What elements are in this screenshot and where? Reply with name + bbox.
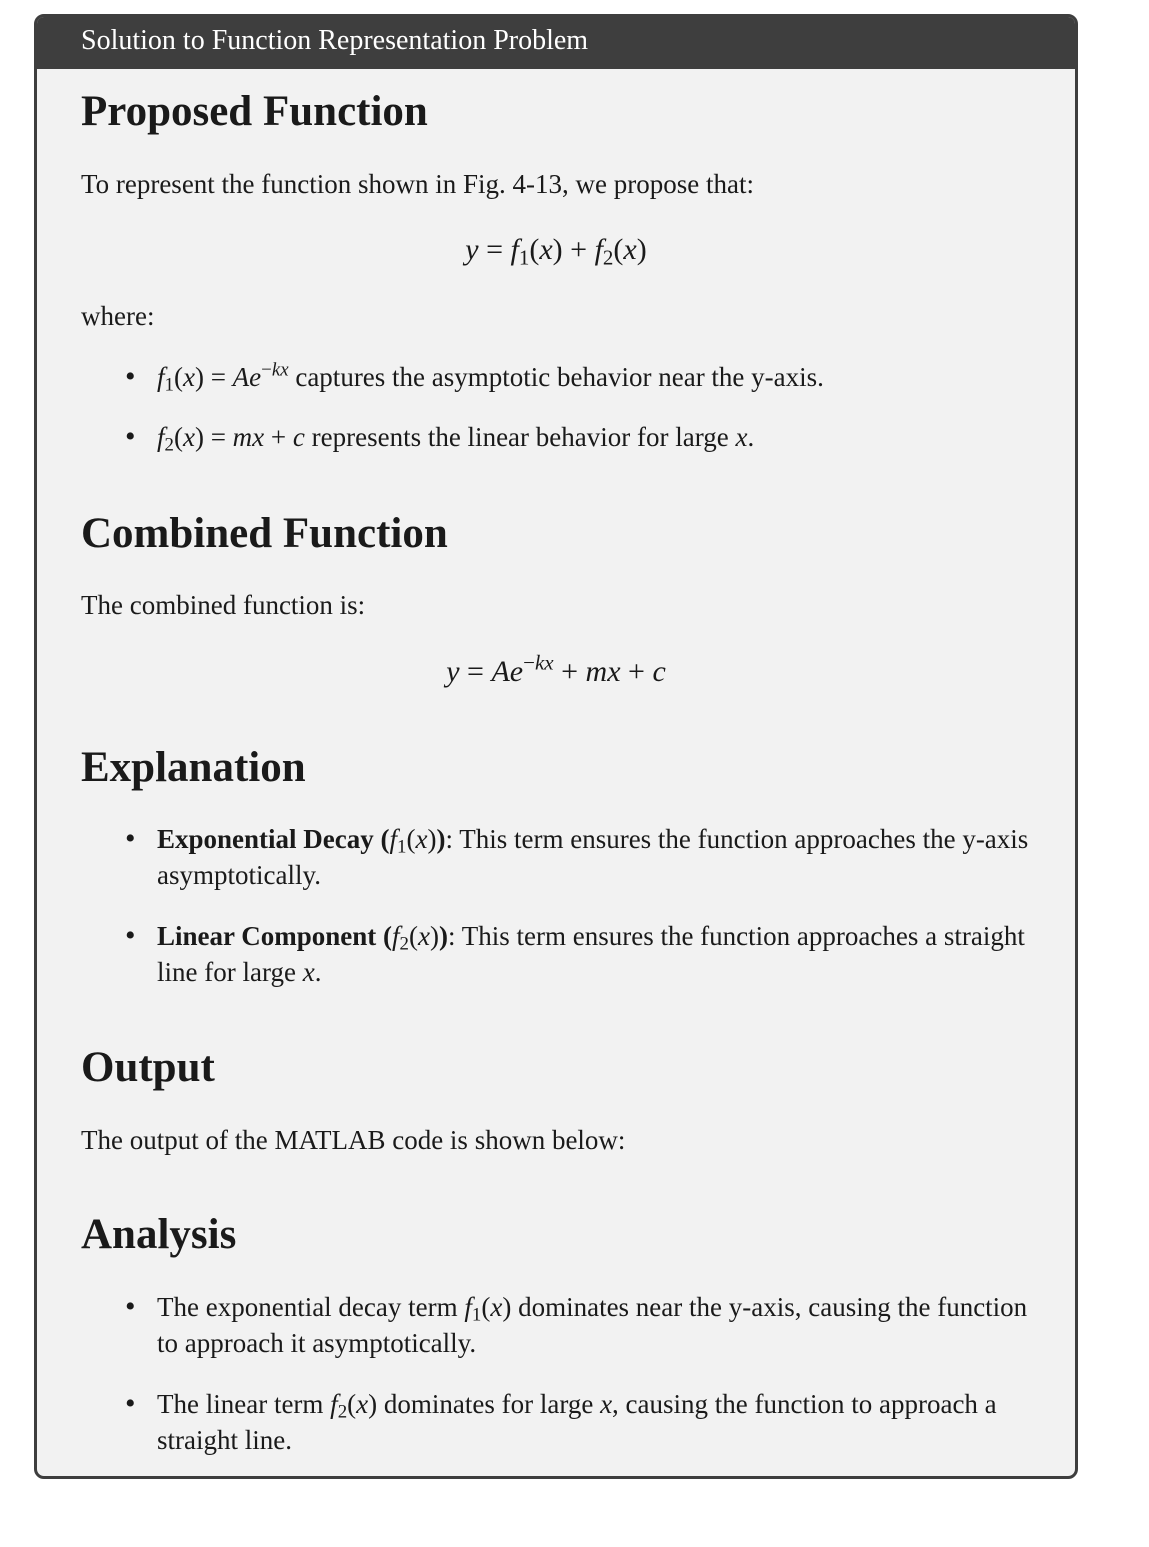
box-title: Solution to Function Representation Problem: [37, 17, 1075, 69]
where-label: where:: [81, 301, 155, 331]
analysis-b1-post: dominates near the y-axis, causing the function to approach it asymptotically.: [157, 1292, 1028, 1358]
bullet-f2: • $f_2(x)$ = mx + c represents the linear behavior for large x.: [157, 419, 1037, 455]
equation-proposed: $y = f_1(x) + f_2(x)$: [465, 233, 647, 270]
exp-decay-label: Exponential Decay: [157, 824, 374, 854]
bullet-linear-component: • Linear Component $(f_2(x))$: This term ensures the function approaches a straight line for large x.: [157, 918, 1037, 990]
heading-combined-function: Combined Function: [81, 510, 448, 557]
linear-text: : This term ensures the function approaches a straight line for large: [157, 921, 1025, 987]
combined-intro: The combined function is:: [81, 590, 366, 620]
solution-box: [34, 14, 1078, 1479]
analysis-b1-pre: The exponential decay term: [157, 1292, 465, 1322]
heading-output: Output: [81, 1044, 215, 1091]
heading-analysis: Analysis: [81, 1211, 237, 1258]
linear-label: Linear Component: [157, 921, 377, 951]
bullet-analysis-linear: • The linear term $f_2(x)$ dominates for large x, causing the function to approach a straight line.: [157, 1386, 1037, 1458]
exp-decay-text: : This term ensures the function approaches the y-axis asymptotically.: [157, 824, 1029, 890]
analysis-b2-post: , causing the function to approach a straight line.: [157, 1389, 997, 1455]
proposed-intro: To represent the function shown in Fig. 4-13, we propose that:: [81, 169, 754, 199]
analysis-b2-mid: dominates for large: [377, 1389, 601, 1419]
heading-explanation: Explanation: [81, 744, 306, 791]
analysis-b2-pre: The linear term: [157, 1389, 331, 1419]
bullet-f2-text: represents the linear behavior for large: [304, 422, 736, 452]
output-text: The output of the MATLAB code is shown below:: [81, 1125, 626, 1155]
bullet-f1-text: captures the asymptotic behavior near the y-axis.: [288, 362, 824, 392]
heading-proposed-function: Proposed Function: [81, 88, 428, 135]
bullet-f1: • $f_1(x) = Ae^{-kx}$ captures the asymptotic behavior near the y-axis.: [157, 359, 1037, 395]
bullet-exponential-decay: • Exponential Decay $(f_1(x))$: This term ensures the function approaches the y-axis asymptotically.: [157, 821, 1037, 893]
bullet-analysis-exponential: • The exponential decay term $f_1(x)$ dominates near the y-axis, causing the function to approach it asymptotically.: [157, 1289, 1037, 1361]
equation-combined: $y = Ae^{-kx}$ + mx + c: [446, 650, 666, 688]
